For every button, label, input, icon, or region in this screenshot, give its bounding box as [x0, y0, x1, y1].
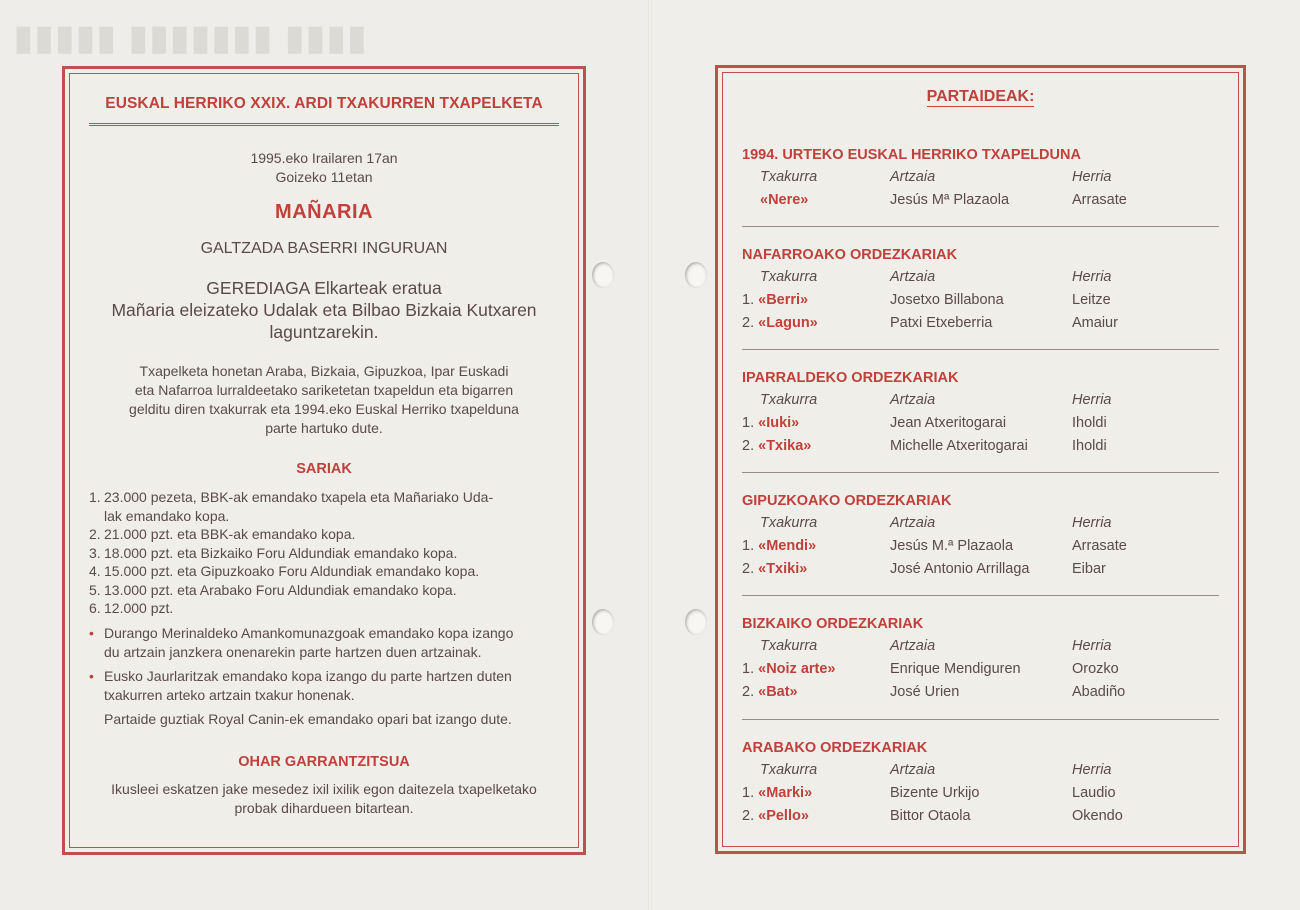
participants-title: PARTAIDEAK:	[926, 88, 1035, 105]
group-champion	[742, 144, 1219, 212]
group-araba	[742, 737, 1219, 828]
list-item: 4. 15.000 pzt. eta Gipuzkoako Foru Aldundiak emandako kopa.	[89, 563, 480, 579]
intro-line: gelditu diren txakurrak eta 1994.eko Euskal Herriko txapelduna	[129, 401, 519, 417]
group-title: IPARRALDEKO ORDEZKARIAK	[742, 370, 959, 386]
notice-heading: OHAR GARRANTZITSUA	[238, 754, 410, 770]
table-row: 2. «Txiki» José Antonio Arrillaga Eibar	[742, 561, 1106, 577]
column-headers: Txakurra Artzaia Herria	[760, 515, 1112, 531]
participants-panel	[715, 65, 1246, 854]
column-headers: Txakurra Artzaia Herria	[760, 762, 1112, 778]
title-rule	[89, 123, 559, 126]
event-datetime	[85, 149, 563, 187]
special-prizes-list	[89, 624, 561, 729]
table-row: 2. «Pello» Bittor Otaola Okendo	[742, 808, 1123, 824]
event-time: Goizeko 11etan	[275, 169, 373, 185]
group-title: ARABAKO ORDEZKARIAK	[742, 740, 928, 756]
group-gipuzkoa	[742, 490, 1219, 581]
table-row: «Nere» Jesús Mª Plazaola Arrasate	[760, 192, 1127, 208]
group-title: 1994. URTEKO EUSKAL HERRIKO TXAPELDUNA	[742, 147, 1081, 163]
event-location: GALTZADA BASERRI INGURUAN	[200, 240, 448, 257]
page-fold	[648, 0, 652, 910]
list-item: • Durango Merinaldeko Amankomunazgoak emandako kopa izango du artzain janzkera onenarekin parte hartzen duen artzainak.	[89, 625, 514, 660]
event-title: EUSKAL HERRIKO XXIX. ARDI TXAKURREN TXAPELKETA	[105, 95, 543, 112]
group-title: BIZKAIKO ORDEZKARIAK	[742, 616, 924, 632]
table-row: 2. «Bat» José Urien Abadiño	[742, 684, 1126, 700]
table-row: 1. «Mendi» Jesús M.ª Plazaola Arrasate	[742, 538, 1127, 554]
intro-line: eta Nafarroa lurraldeetako sariketetan txapeldun eta bigarren	[134, 382, 514, 398]
punch-hole-icon	[592, 609, 614, 635]
show-through-text: ▮▮▮▮▮ ▮▮▮▮▮▮▮ ▮▮▮▮	[14, 19, 369, 57]
punch-hole-icon	[685, 262, 707, 288]
list-item: 1. 23.000 pezeta, BBK-ak emandako txapela eta Mañariako Uda- lak emandako kopa.	[89, 489, 494, 524]
list-item: 6. 12.000 pzt.	[89, 600, 174, 616]
list-item: 3. 18.000 pzt. eta Bizkaiko Foru Aldundiak emandako kopa.	[89, 544, 458, 561]
table-row: 1. «Berri» Josetxo Billabona Leitze	[742, 292, 1111, 308]
intro-line: parte hartuko dute.	[265, 420, 383, 436]
intro-paragraph	[85, 362, 563, 438]
table-row: 2. «Lagun» Patxi Etxeberria Amaiur	[742, 315, 1118, 331]
group-bizkaia	[742, 613, 1219, 704]
event-place: MAÑARIA	[275, 201, 373, 223]
group-divider	[742, 226, 1219, 227]
organizer-line: GEREDIAGA Elkarteak eratua	[206, 278, 442, 298]
group-divider	[742, 595, 1219, 596]
column-headers: Txakurra Artzaia Herria	[760, 392, 1112, 408]
list-item: 2. 21.000 pzt. eta BBK-ak emandako kopa.	[89, 526, 356, 542]
table-row: 1. «Iuki» Jean Atxeritogarai Iholdi	[742, 415, 1107, 431]
punch-hole-icon	[685, 609, 707, 635]
organizer-line: Mañaria eleizateko Udalak eta Bilbao Bizkaia Kutxaren	[111, 300, 537, 320]
column-headers: Txakurra Artzaia Herria	[760, 269, 1112, 285]
notice-text	[85, 780, 563, 818]
table-row: 2. «Txika» Michelle Atxeritogarai Iholdi	[742, 438, 1107, 454]
event-date: 1995.eko Irailaren 17an	[250, 150, 398, 166]
group-divider	[742, 719, 1219, 720]
group-nafarroa	[742, 244, 1219, 335]
group-iparralde	[742, 367, 1219, 458]
table-row: 1. «Noiz arte» Enrique Mendiguren Orozko	[742, 661, 1119, 677]
event-info-panel	[62, 66, 586, 855]
list-item: • Eusko Jaurlaritzak emandako kopa izango du parte hartzen duten txakurren arteko artzain txakur honenak.	[89, 668, 512, 703]
table-row: 1. «Marki» Bizente Urkijo Laudio	[742, 785, 1116, 801]
column-headers: Txakurra Artzaia Herria	[760, 638, 1112, 654]
prizes-list	[89, 488, 561, 618]
punch-hole-icon	[592, 262, 614, 288]
notice-line: probak dihardueen bitartean.	[234, 800, 414, 816]
intro-line: Txapelketa honetan Araba, Bizkaia, Gipuzkoa, Ipar Euskadi	[139, 363, 509, 379]
group-divider	[742, 472, 1219, 473]
prizes-heading: SARIAK	[296, 461, 352, 477]
group-title: NAFARROAKO ORDEZKARIAK	[742, 247, 958, 263]
organizer-line: laguntzarekin.	[269, 322, 379, 342]
list-item: Partaide guztiak Royal Canin-ek emandako opari bat izango dute.	[104, 711, 512, 727]
notice-line: Ikusleei eskatzen jake mesedez ixil ixilik egon daitezela txapelketako	[111, 781, 537, 797]
group-title: GIPUZKOAKO ORDEZKARIAK	[742, 493, 952, 509]
organizer-block	[85, 277, 563, 343]
list-item: 5. 13.000 pzt. eta Arabako Foru Aldundiak emandako kopa.	[89, 581, 457, 598]
column-headers: Txakurra Artzaia Herria	[760, 169, 1112, 185]
group-divider	[742, 349, 1219, 350]
